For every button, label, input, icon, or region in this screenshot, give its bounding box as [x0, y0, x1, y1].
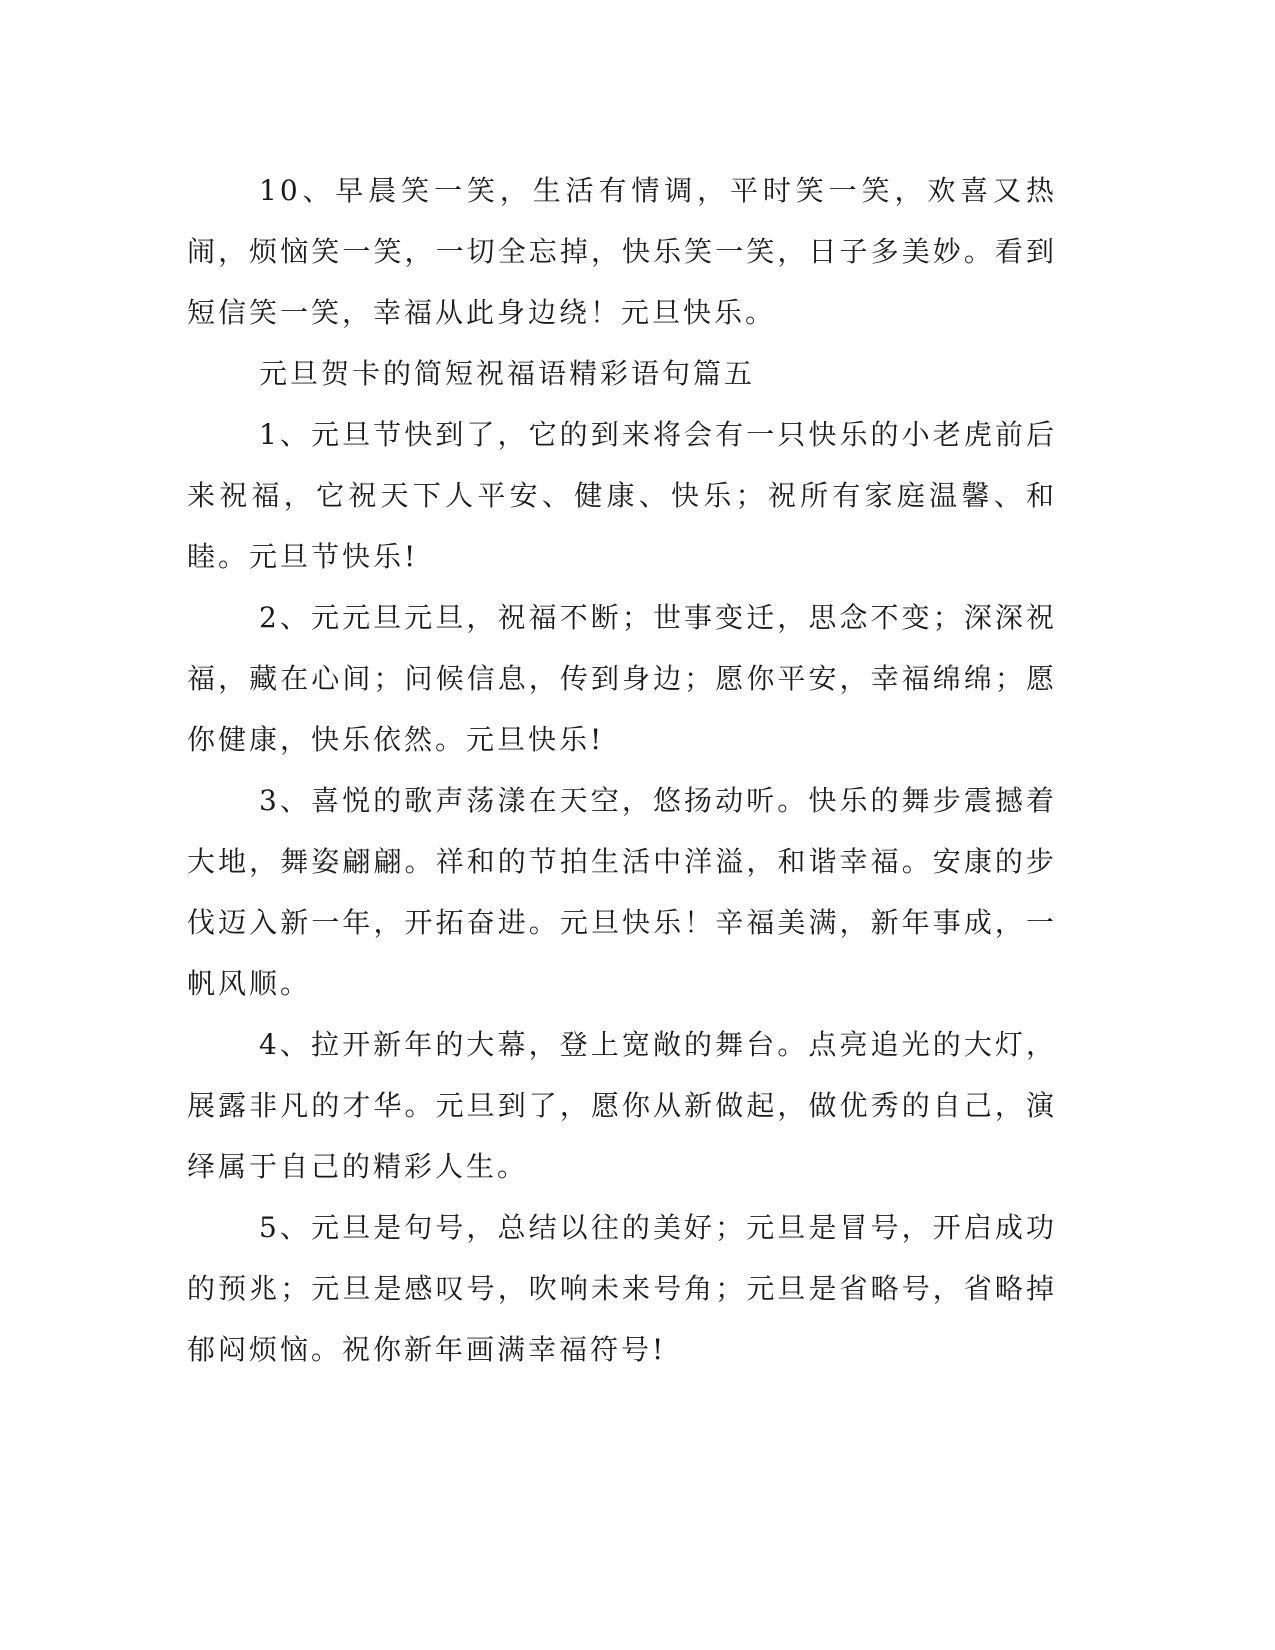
paragraph-item-4: 4、拉开新年的大幕，登上宽敞的舞台。点亮追光的大灯，展露非凡的才华。元旦到了，愿你从新做起，做优秀的自己，演绎属于自己的精彩人生。 — [187, 1028, 1057, 1183]
section-heading: 元旦贺卡的简短祝福语精彩语句篇五 — [259, 357, 756, 390]
paragraph-item-2: 2、元元旦元旦，祝福不断；世事变迁，思念不变；深深祝福，藏在心间；问候信息，传到身边；愿你平安，幸福绵绵；愿你健康，快乐依然。元旦快乐! — [187, 601, 1057, 756]
paragraph-item-5: 5、元旦是句号，总结以往的美好；元旦是冒号，开启成功的预兆；元旦是感叹号，吹响未来号角；元旦是省略号，省略掉郁闷烦恼。祝你新年画满幸福符号! — [187, 1211, 1057, 1366]
paragraph-item-1: 1、元旦节快到了，它的到来将会有一只快乐的小老虎前后来祝福，它祝天下人平安、健康、快乐；祝所有家庭温馨、和睦。元旦节快乐! — [187, 418, 1057, 573]
document-body — [187, 160, 1057, 1380]
paragraph-item-3: 3、喜悦的歌声荡漾在天空，悠扬动听。快乐的舞步震撼着大地，舞姿翩翩。祥和的节拍生活中洋溢，和谐幸福。安康的步伐迈入新一年，开拓奋进。元旦快乐！辛福美满，新年事成，一帆风顺。 — [187, 784, 1057, 1000]
paragraph-item-10: 10、早晨笑一笑，生活有情调，平时笑一笑，欢喜又热闹，烦恼笑一笑，一切全忘掉，快乐笑一笑，日子多美妙。看到短信笑一笑，幸福从此身边绕！元旦快乐。 — [187, 174, 1057, 329]
